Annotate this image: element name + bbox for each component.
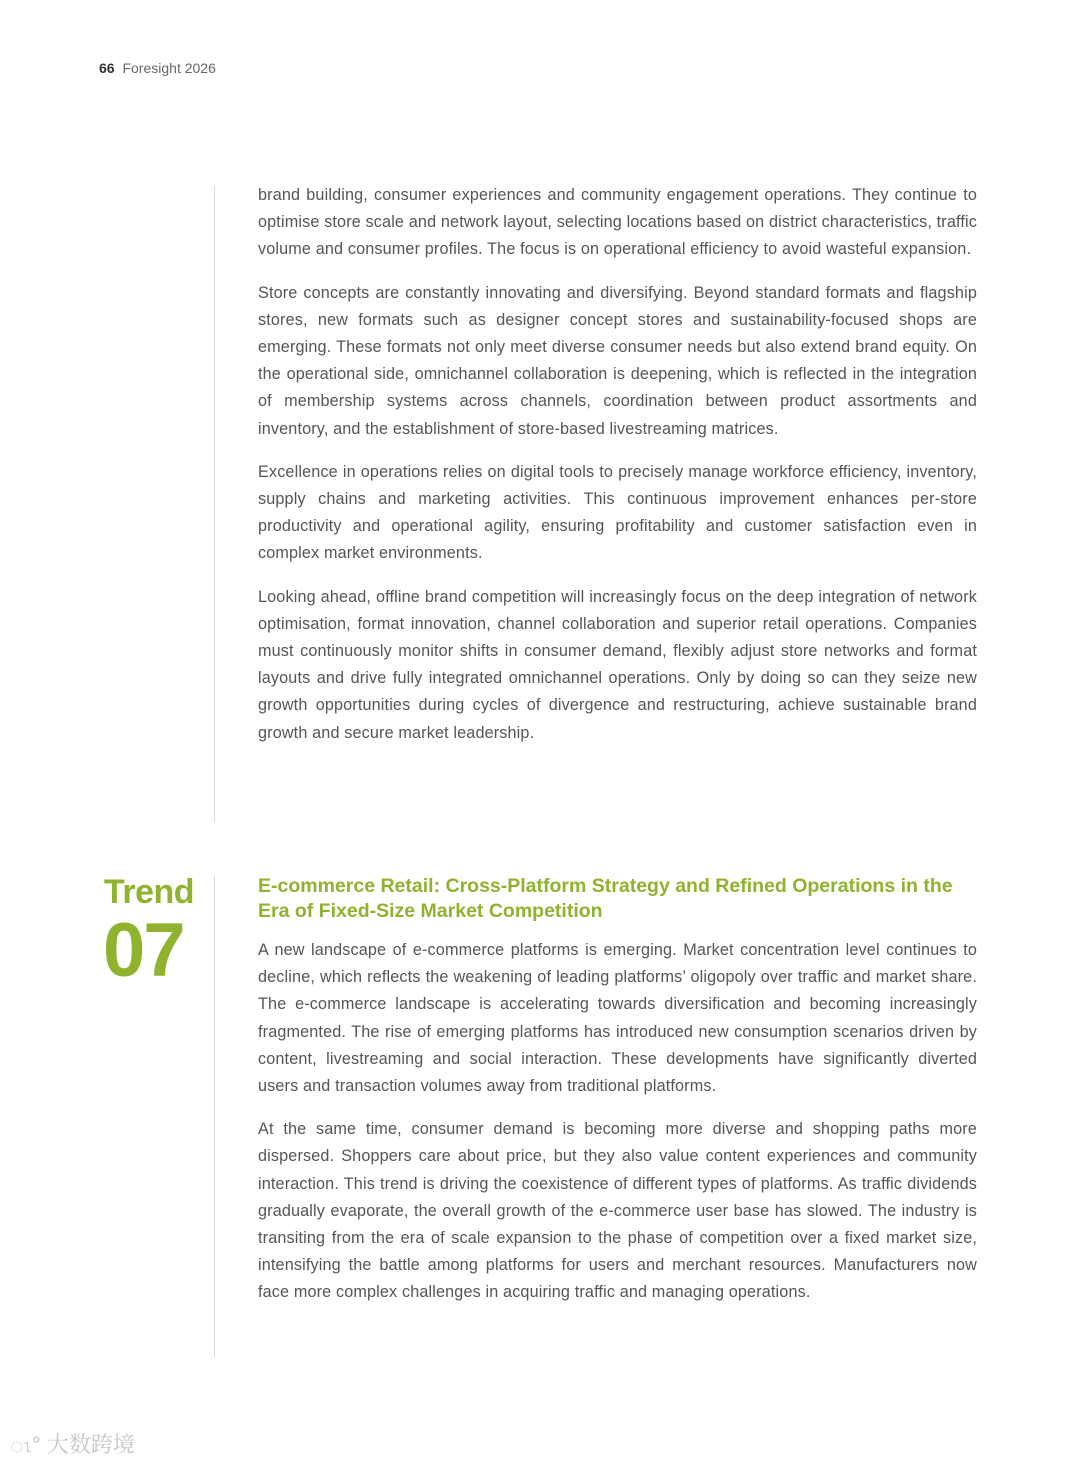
body-paragraph: At the same time, consumer demand is becoming more diverse and shopping paths more dispersed. Shoppers care about price, but they also value content experiences and community interaction. This trend is driving the coexistence of different types of platforms. As traffic dividends gradually evaporate, the overall growth of the e-commerce user base has slowed. The industry is transiting from the era of scale expansion to the phase of competition over a fixed market size, intensifying the battle among platforms for users and merchant resources. Manufacturers now face more complex challenges in acquiring traffic and managing operations.	[258, 1120, 977, 1302]
body-paragraph: Looking ahead, offline brand competition will increasingly focus on the deep integration of network optimisation, format innovation, channel collaboration and superior retail operations. Companies must continuously monitor shifts in consumer demand, flexibly adjust store networks and format layouts and drive fully integrated omnichannel operations. Only by doing so can they seize new growth opportunities during cycles of divergence and restructuring, achieve sustainable brand growth and secure market leadership.	[258, 587, 977, 742]
page-header	[99, 60, 216, 76]
trend-text-column	[258, 874, 977, 1307]
body-paragraph: brand building, consumer experiences and community engagement operations. They continue to optimise store scale and network layout, selecting locations based on district characteristics, traffic volume and consumer profiles. The focus is on operational efficiency to avoid wasteful expansion.	[258, 186, 977, 259]
trend-number: 07	[103, 908, 184, 993]
page-number: 66	[99, 60, 115, 76]
watermark	[10, 1428, 135, 1463]
watermark-logo-icon: ၤ°	[10, 1432, 41, 1457]
vertical-divider-top	[214, 186, 215, 822]
section-title: E-commerce Retail: Cross-Platform Strategy and Refined Operations in the Era of Fixed-Size Market Competition	[258, 875, 953, 922]
publication-title: Foresight 2026	[122, 60, 216, 76]
trend-label: Trend	[104, 873, 195, 911]
body-paragraph: Store concepts are constantly innovating and diversifying. Beyond standard formats and flagship stores, new formats such as designer concept stores and sustainability-focused shops are emerging. These formats not only meet diverse consumer needs but also extend brand equity. On the operational side, omnichannel collaboration is deepening, which is reflected in the integration of membership systems across channels, coordination between product assortments and inventory, and the establishment of store-based livestreaming matrices.	[258, 283, 977, 438]
watermark-text: 大数跨境	[46, 1432, 135, 1457]
body-paragraph: A new landscape of e-commerce platforms is emerging. Market concentration level continues to decline, which reflects the weakening of leading platforms’ oligopoly over traffic and market share. The e-commerce landscape is accelerating towards diversification and becoming increasingly fragmented. The rise of emerging platforms has introduced new consumption scenarios driven by content, livestreaming and social interaction. These developments have significantly diverted users and transaction volumes away from traditional platforms.	[258, 941, 977, 1096]
top-text-column	[258, 182, 977, 747]
vertical-divider-bottom	[214, 876, 215, 1357]
body-paragraph: Excellence in operations relies on digital tools to precisely manage workforce efficiency, inventory, supply chains and marketing activities. This continuous improvement enhances per-store productivity and operational agility, ensuring profitability and customer satisfaction even in complex market environments.	[258, 462, 977, 563]
